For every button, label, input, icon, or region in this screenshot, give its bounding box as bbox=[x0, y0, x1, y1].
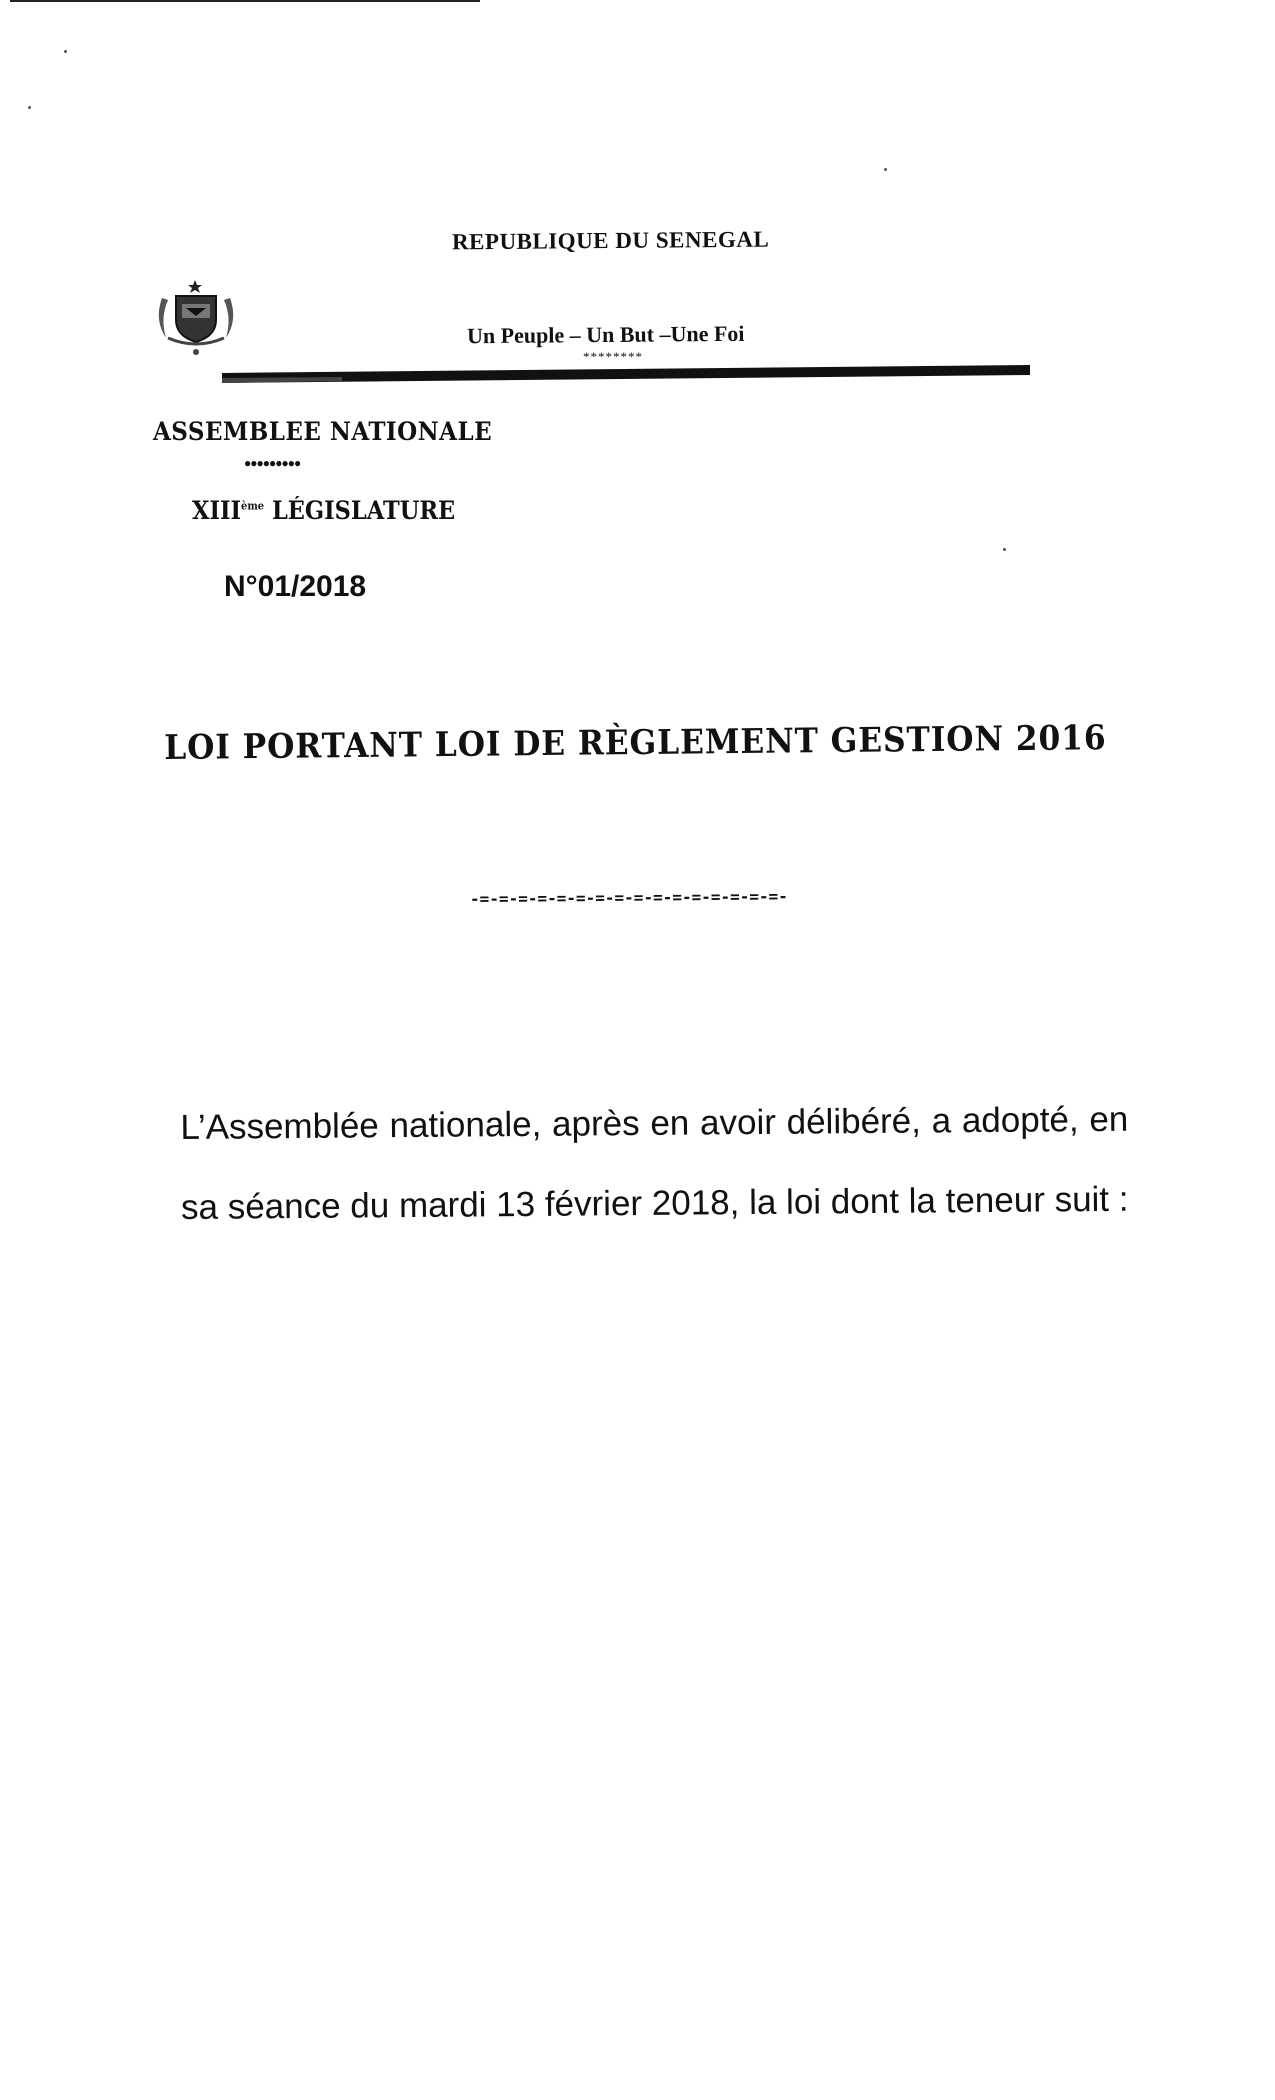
header-divider-bar bbox=[222, 365, 1030, 385]
title-separator: -=-=-=-=-=-=-=-=-=-=-=-=-=-=-=-=- bbox=[469, 886, 788, 909]
assembly-ornament: ●●●●●●●●● bbox=[244, 456, 301, 470]
scan-speck bbox=[28, 106, 31, 109]
law-number: N°01/2018 bbox=[224, 570, 367, 603]
legislature-word: LÉGISLATURE bbox=[271, 496, 456, 525]
republic-heading: REPUBLIQUE DU SENEGAL bbox=[451, 226, 770, 255]
scan-speck bbox=[1003, 548, 1006, 551]
scan-speck bbox=[884, 168, 887, 171]
top-scan-rule bbox=[10, 0, 480, 2]
legislature-numeral: XIII bbox=[192, 496, 242, 525]
scan-speck bbox=[64, 50, 67, 53]
national-motto: Un Peuple – Un But –Une Foi bbox=[466, 320, 745, 349]
motto-ornament: ******** bbox=[583, 349, 643, 364]
legislature-label bbox=[192, 496, 455, 525]
assembly-name: ASSEMBLEE NATIONALE bbox=[153, 417, 493, 446]
legislature-suffix: ème bbox=[241, 499, 265, 513]
preamble-text: L’Assemblée nationale, après en avoir délibéré, a adopté, en sa séance du mardi 13 février 2018, la loi dont la teneur suit : bbox=[180, 1099, 1129, 1227]
coat-of-arms-icon bbox=[150, 278, 250, 358]
law-title: LOI PORTANT LOI DE RÈGLEMENT GESTION 2016 bbox=[164, 718, 1107, 768]
